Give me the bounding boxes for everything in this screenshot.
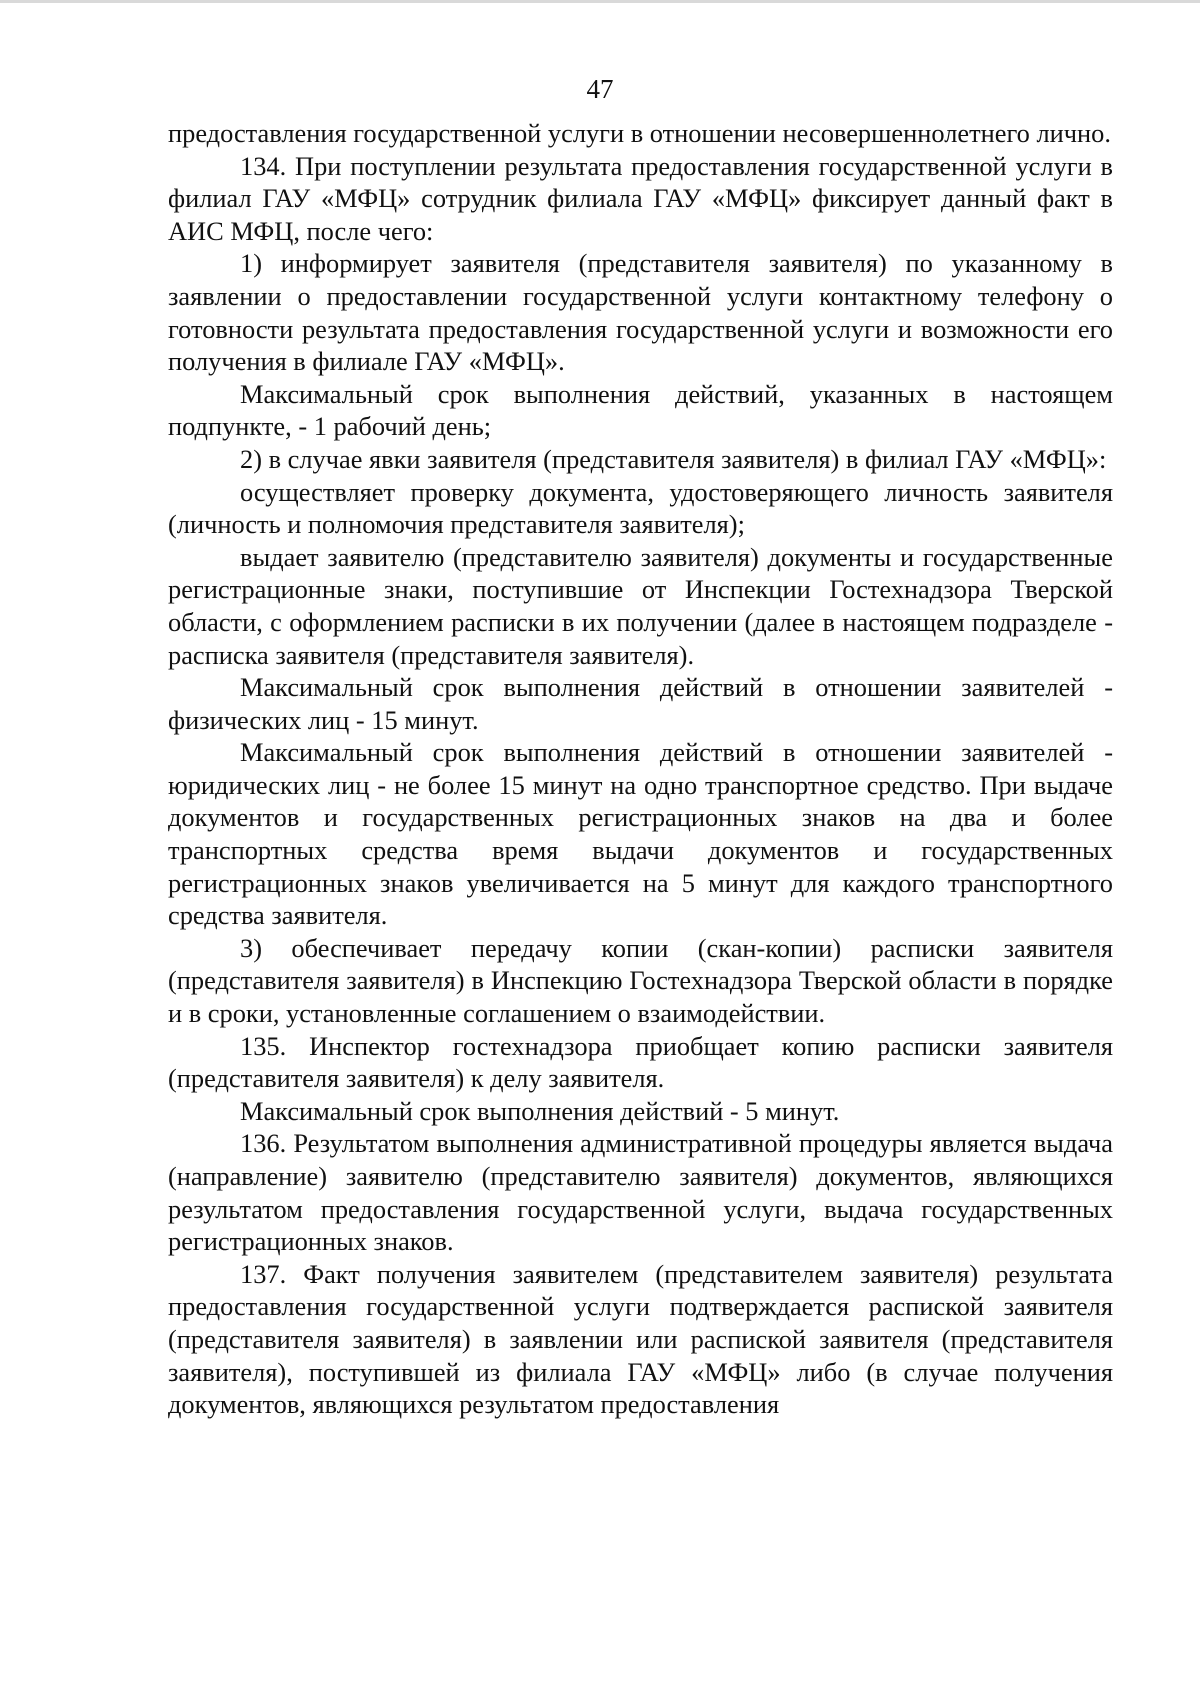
paragraph-135-term: Максимальный срок выполнения действий - 5 минут. (240, 1095, 840, 1126)
paragraph-134-item-2-check: осуществляет проверку документа, удостоверяющего личность заявителя (личность и полномочия представителя заявителя); (168, 476, 1113, 540)
paragraph-134-item-2-issue: выдает заявителю (представителю заявителя) документы и государственные регистрационные знаки, поступившие от Инспекции Гостехнадзора Тверской области, с оформлением расписки в их получении (далее в настоящем подразделе - расписка заявителя (представителя заявителя). (168, 541, 1113, 670)
scan-top-edge (0, 0, 1200, 3)
paragraph-134-item-2: 2) в случае явки заявителя (представителя заявителя) в филиал ГАУ «МФЦ»: (240, 443, 1107, 474)
document-text-body (168, 117, 1113, 1421)
page-number: 47 (586, 74, 614, 104)
paragraph-136: 136. Результатом выполнения административной процедуры является выдача (направление) заявителю (представителю заявителя) документов, являющихся результатом предоставления государственной услуги, выдача государственных регистрационных знаков. (168, 1128, 1113, 1257)
paragraph-135: 135. Инспектор гостехнадзора приобщает копию расписки заявителя (представителя заявителя) к делу заявителя. (168, 1030, 1113, 1094)
paragraph-134-item-2-term-legal: Максимальный срок выполнения действий в отношении заявителей - юридических лиц - не более 15 минут на одно транспортное средство. При выдаче документов и государственных регистрационных знаков на два и более транспортных средства время выдачи документов и государственных регистрационных знаков увеличивается на 5 минут для каждого транспортного средства заявителя. (168, 737, 1113, 931)
paragraph-134-item-1: 1) информирует заявителя (представителя заявителя) по указанному в заявлении о предоставлении государственной услуги контактному телефону о готовности результата предоставления государственной услуги и возможности его получения в филиале ГАУ «МФЦ». (168, 248, 1113, 377)
paragraph-134-item-3: 3) обеспечивает передачу копии (скан-копии) расписки заявителя (представителя заявителя) в Инспекцию Гостехнадзора Тверской области в порядке и в сроки, установленные соглашением о взаимодействии. (168, 932, 1113, 1029)
paragraph-134-item-1-term: Максимальный срок выполнения действий, указанных в настоящем подпункте, - 1 рабочий день; (168, 378, 1113, 442)
paragraph-134: 134. При поступлении результата предоставления государственной услуги в филиал ГАУ «МФЦ» сотрудник филиала ГАУ «МФЦ» фиксирует данный факт в АИС МФЦ, после чего: (168, 150, 1113, 246)
paragraph-137: 137. Факт получения заявителем (представителем заявителя) результата предоставления государственной услуги подтверждается распиской заявителя (представителя заявителя) в заявлении или распиской заявителя (представителя заявителя), поступившей из филиала ГАУ «МФЦ» либо (в случае получения документов, являющихся результатом предоставления (168, 1258, 1113, 1420)
paragraph-continuation: предоставления государственной услуги в отношении несовершеннолетнего лично. (168, 118, 1111, 148)
paragraph-134-item-2-term-physical: Максимальный срок выполнения действий в отношении заявителей - физических лиц - 15 минут. (168, 672, 1113, 735)
